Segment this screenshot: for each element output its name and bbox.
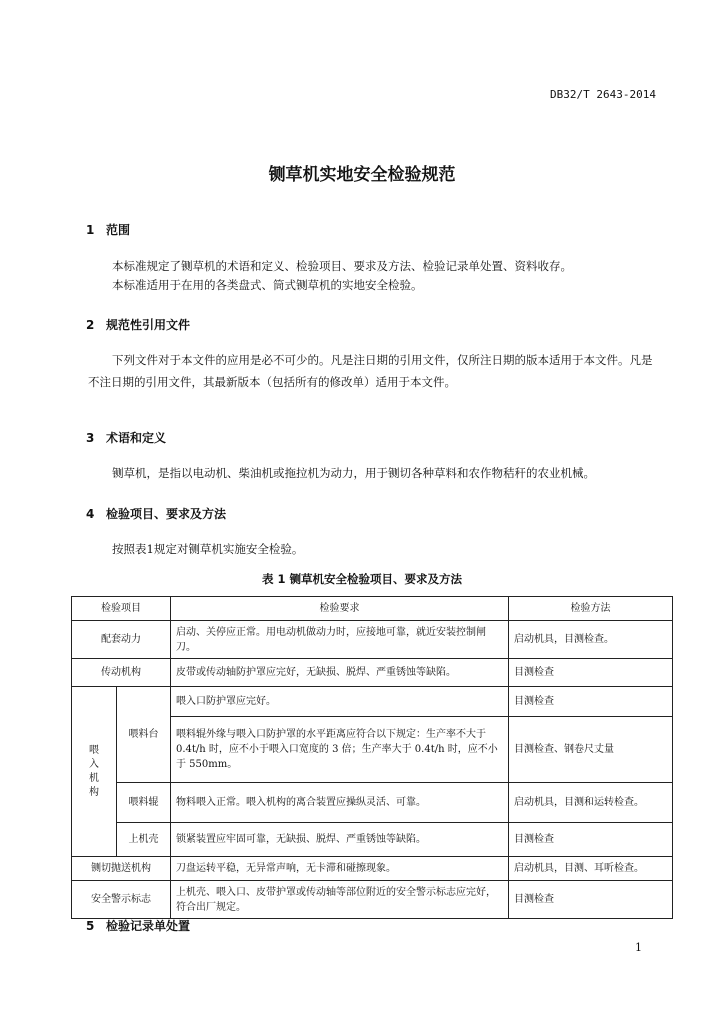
section-4-heading	[86, 505, 226, 522]
section-1-heading	[86, 221, 130, 238]
header-requirement: 检验要求	[171, 597, 509, 621]
section-3-heading	[86, 429, 166, 446]
section-number: 2	[86, 318, 95, 332]
table-row	[72, 621, 673, 659]
section-4-paragraph: 按照表1规定对铡草机实施安全检验。	[112, 542, 304, 556]
section-title: 检验记录单处置	[106, 919, 191, 933]
section-number: 5	[86, 919, 95, 933]
item-cell: 铡切抛送机构	[72, 857, 171, 881]
page-title: 铡草机实地安全检验规范	[268, 165, 456, 185]
section-title: 术语和定义	[106, 431, 167, 445]
section-number: 4	[86, 507, 95, 521]
requirement-cell: 刀盘运转平稳，无异常声响，无卡滞和碰擦现象。	[171, 857, 509, 881]
requirement-cell: 上机壳、喂入口、皮带护罩或传动轴等部位附近的安全警示标志应完好，符合出厂规定。	[171, 881, 509, 919]
method-cell: 目测检查	[509, 659, 673, 687]
header-method: 检验方法	[509, 597, 673, 621]
table-row	[72, 823, 673, 857]
section-3-paragraph: 铡草机，是指以电动机、柴油机或拖拉机为动力，用于铡切各种草料和农作物秸秆的农业机械。	[112, 466, 595, 480]
subitem-cell: 喂料辊	[117, 783, 171, 823]
section-title: 范围	[106, 223, 131, 237]
section-2-paragraph: 下列文件对于本文件的应用是必不可少的。凡是注日期的引用文件，仅所注日期的版本适用于本文件。凡是不注日期的引用文件，其最新版本（包括所有的修改单）适用于本文件。	[88, 353, 653, 389]
method-cell: 目测检查、钢卷尺丈量	[509, 717, 673, 783]
document-number: DB32/T 2643-2014	[550, 88, 656, 101]
method-cell: 目测检查	[509, 881, 673, 919]
requirement-cell: 喂料辊外缘与喂入口防护罩的水平距离应符合以下规定：生产率不大于 0.4t/h 时，应不小于喂入口宽度的 3 倍；生产率大于 0.4t/h 时，应不小于 550mm。	[171, 717, 509, 783]
method-cell: 目测检查	[509, 687, 673, 717]
method-cell: 启动机具，目测检查。	[509, 621, 673, 659]
table-row	[72, 687, 673, 717]
method-cell: 目测检查	[509, 823, 673, 857]
requirement-cell: 物料喂入正常。喂入机构的离合装置应操纵灵活、可靠。	[171, 783, 509, 823]
method-cell: 启动机具，目测和运转检查。	[509, 783, 673, 823]
requirement-cell: 启动、关停应正常。用电动机做动力时，应接地可靠，就近安装控制闸刀。	[171, 621, 509, 659]
header-item: 检验项目	[72, 597, 171, 621]
section-1-paragraph-1: 本标准规定了铡草机的术语和定义、检验项目、要求及方法、检验记录单处置、资料收存。	[112, 259, 572, 273]
section-5-heading	[86, 917, 190, 934]
item-cell: 安全警示标志	[72, 881, 171, 919]
feed-mechanism-label: 喂 入 机 构	[89, 744, 99, 798]
table-row	[72, 659, 673, 687]
inspection-table	[71, 596, 673, 919]
section-title: 规范性引用文件	[106, 318, 191, 332]
subitem-cell: 上机壳	[117, 823, 171, 857]
subitem-cell: 喂料台	[117, 687, 171, 783]
table-row	[72, 857, 673, 881]
requirement-cell: 皮带或传动轴防护罩应完好，无缺损、脱焊、严重锈蚀等缺陷。	[171, 659, 509, 687]
table-caption: 表 1 铡草机安全检验项目、要求及方法	[261, 572, 462, 586]
requirement-cell: 喂入口防护罩应完好。	[171, 687, 509, 717]
section-title: 检验项目、要求及方法	[106, 507, 227, 521]
item-cell: 传动机构	[72, 659, 171, 687]
requirement-cell: 锁紧装置应牢固可靠，无缺损、脱焊、严重锈蚀等缺陷。	[171, 823, 509, 857]
table-row	[72, 881, 673, 919]
page-number: 1	[635, 941, 642, 954]
section-number: 1	[86, 223, 95, 237]
item-cell: 配套动力	[72, 621, 171, 659]
section-2-heading	[86, 316, 190, 333]
method-cell: 启动机具，目测、耳听检查。	[509, 857, 673, 881]
section-number: 3	[86, 431, 95, 445]
section-1-paragraph-2: 本标准适用于在用的各类盘式、筒式铡草机的实地安全检验。	[112, 278, 423, 292]
feed-mechanism-group-cell	[72, 687, 117, 857]
table-row	[72, 783, 673, 823]
table-header-row	[72, 597, 673, 621]
